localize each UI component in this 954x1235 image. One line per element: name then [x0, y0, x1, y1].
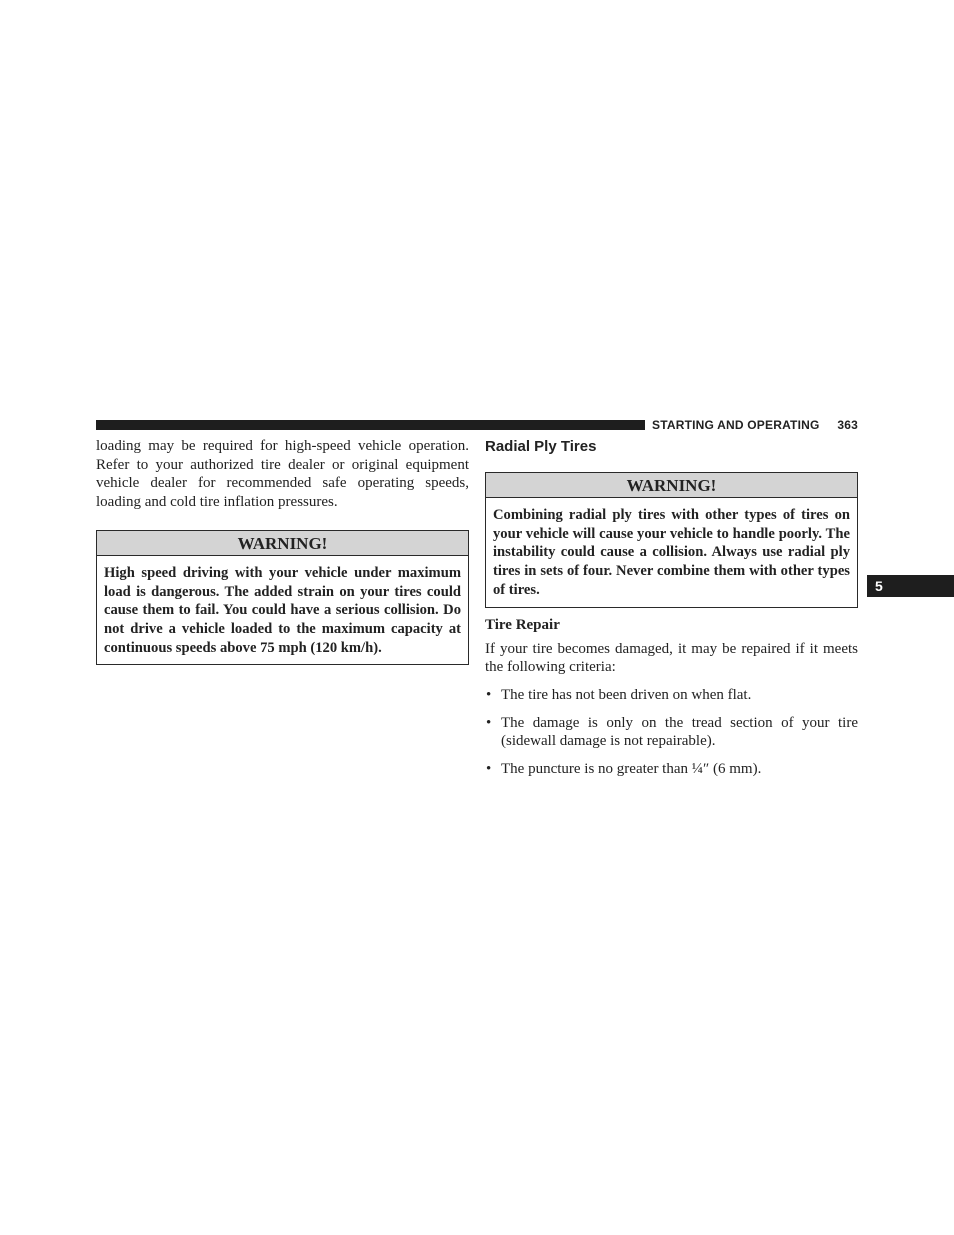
tire-repair-paragraph: If your tire becomes damaged, it may be repaired if it meets the following criteria: [485, 640, 858, 676]
list-item-text: The tire has not been driven on when flat. [501, 686, 752, 703]
list-item-text: The puncture is no greater than ¼″ (6 mm). [501, 761, 762, 778]
section-title: STARTING AND OPERATING [652, 418, 820, 432]
right-column [485, 437, 858, 788]
list-item-text: The damage is only on the tread section of your tire (sidewall damage is not repairable). [501, 714, 858, 750]
list-item [485, 760, 858, 779]
warning-title: WARNING! [97, 531, 468, 556]
bullet-icon: • [486, 686, 492, 703]
list-item [485, 714, 858, 751]
warning-text: High speed driving with your vehicle under maximum load is dangerous. The added strain on your tires could cause them to fail. You could have a serious collision. Do not drive a vehicle loaded to the maximum capacity at continuous speeds above 75 mph (120 km/h). [104, 564, 461, 656]
intro-paragraph: loading may be required for high-speed vehicle operation. Refer to your authorized tire dealer or original equipment vehicle dealer for recommended safe operating speeds, loading and cold tire inflation pressures. [96, 438, 469, 511]
list-item [485, 686, 858, 705]
tire-repair-heading: Tire Repair [485, 616, 560, 633]
header-rule [96, 420, 645, 430]
chapter-tab: 5 [867, 575, 954, 597]
repair-criteria-list [485, 686, 858, 779]
bullet-icon: • [486, 714, 492, 731]
left-column [96, 437, 469, 665]
running-header [652, 417, 858, 433]
section-heading: Radial Ply Tires [485, 438, 597, 455]
page-number: 363 [837, 418, 858, 432]
radial-ply-warning-box [485, 472, 858, 608]
high-speed-warning-box [96, 530, 469, 666]
bullet-icon: • [486, 761, 492, 778]
warning-title: WARNING! [486, 473, 857, 498]
warning-text: Combining radial ply tires with other types of tires on your vehicle will cause your vehicle to handle poorly. The instability could cause a collision. Always use radial ply tires in sets of four. Never combine them with other types of tires. [493, 507, 850, 598]
